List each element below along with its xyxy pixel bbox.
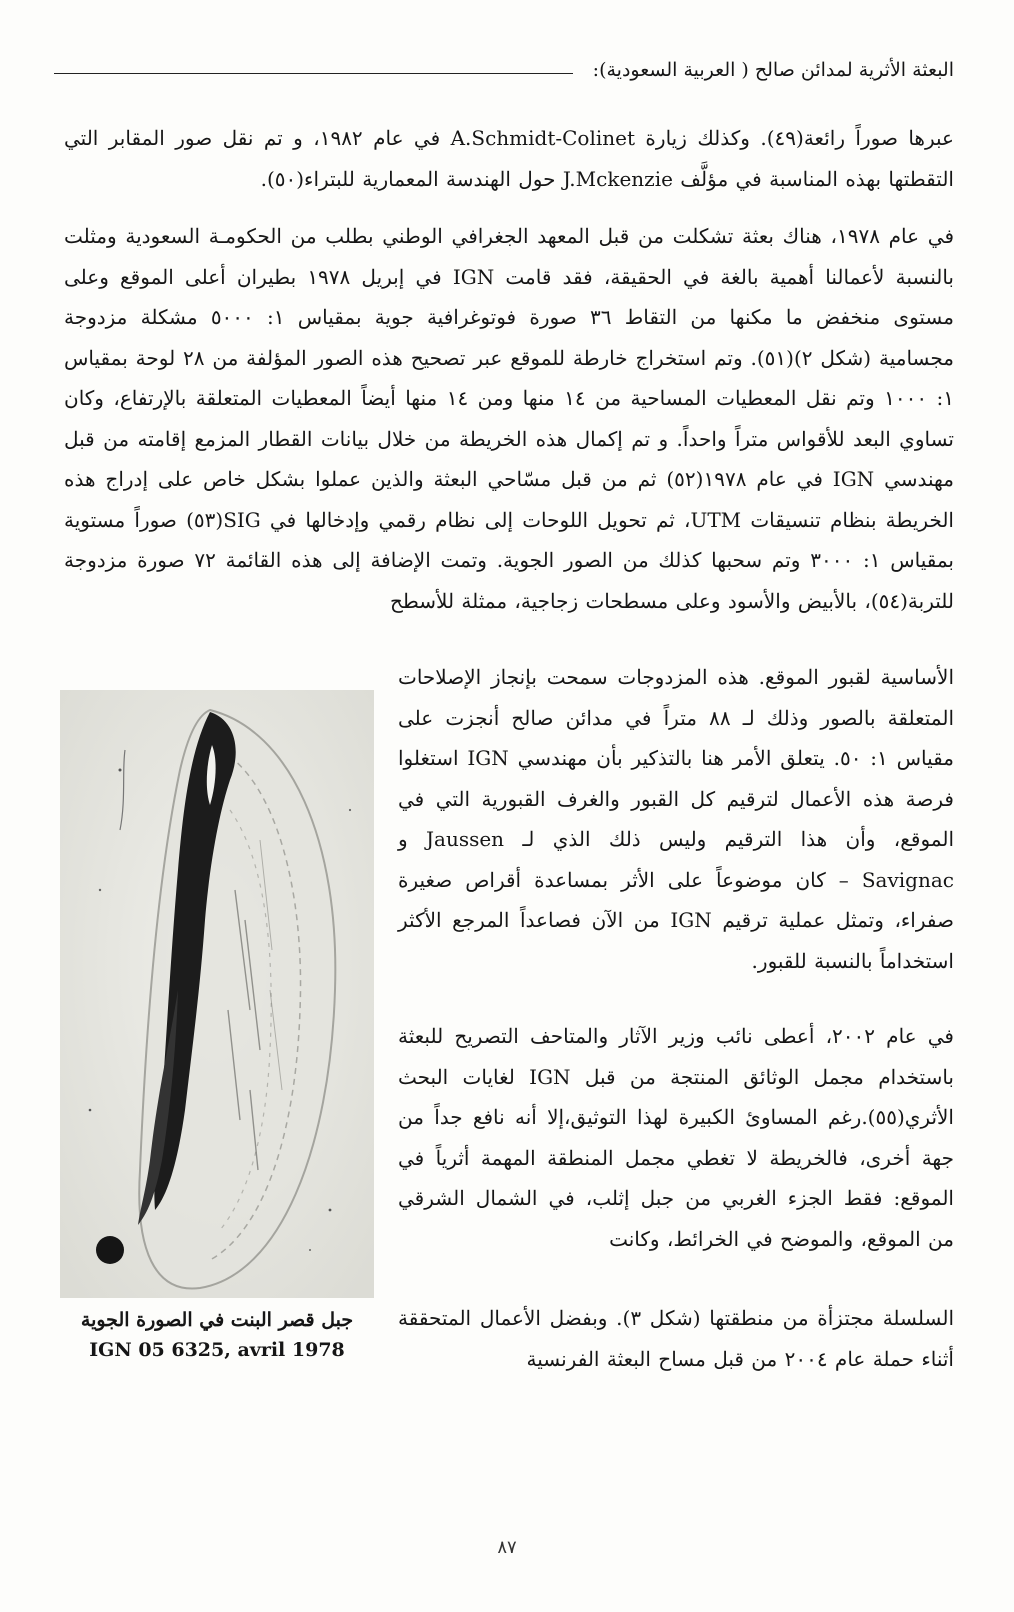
header-title: البعثة الأثرية لمدائن صالح ( العربية السعودية): bbox=[592, 59, 954, 81]
aerial-photo-image bbox=[60, 690, 374, 1298]
paragraph-2-continued: الأساسية لقبور الموقع. هذه المزدوجات سمحت بإنجاز الإصلاحات المتعلقة بالصور وذلك لـ ٨٨ متراً في مدائن صالح أنجزت على مقياس ١: ٥٠. يتعلق الأمر هنا بالتذكير بأن مهندسي IGN استغلوا فرصة هذه الأعمال لترقيم كل القبور والغرف القبورية التي في الموقع، وأن هذا الترقيم وليس ذلك الذي لـ Jaussen و Savignac – كان موضوعاً على الأثر بمساعدة أقراص صغيرة صفراء، وتمثل عملية ترقيم IGN من الآن فصاعداً المرجع الأكثر استخداماً بالنسبة للقبور. bbox=[398, 665, 955, 973]
paragraph-3-continued: السلسلة مجتزأة من منطقتها (شكل ٣). وبفضل الأعمال المتحققة أثناء حملة عام ٢٠٠٤ من قبل مساح البعثة الفرنسية bbox=[398, 1306, 955, 1371]
aerial-photo-figure bbox=[60, 690, 374, 1298]
paragraph-2: في عام ١٩٧٨، هناك بعثة تشكلت من قبل المعهد الجغرافي الوطني بطلب من الحكومـة السعودية ومثلت بالنسبة لأعمالنا أهمية بالغة في الحقيقة، فقد قامت IGN في إبريل ١٩٧٨ بطيران أعلى الموقع وعلى مستوى منخفض ما مكنها من التقاط ٣٦ صورة فوتوغرافية جوية بمقياس ١: ٥٠٠٠ مشكلة مزدوجة مجسامية (شكل ٢)(٥١). وتم استخراج خارطة للموقع عبر تصحيح هذه الصور المؤلفة من ٢٨ لوحة بمقياس ١: ١٠٠٠ وتم نقل المعطيات المساحية من ١٤ منها ومن ١٤ منها أيضاً المعطيات المتعلقة بالإرتفاع، وكان تساوي البعد للأقواس متراً واحداً. و تم إكمال هذه الخريطة من خلال بيانات القطار المزمع إقامته من قبل مهندسي IGN في عام ١٩٧٨(٥٢) ثم من قبل مسّاحي البعثة والذين عملوا بشكل خاص على إدراج هذه الخريطة بنظام تنسيقات UTM، ثم تحويل اللوحات إلى نظام رقمي وإدخالها في SIG(٥٣) صوراً مستوية بمقياس ١: ٣٠٠٠ وتم سحبها كذلك من الصور الجوية. وتمت الإضافة إلى هذه القائمة ٧٢ صورة مزدوجة للتربة(٥٤)، بالأبيض والأسود وعلى مسطحات زجاجية، ممثلة للأسطح bbox=[64, 224, 955, 613]
running-header bbox=[54, 52, 954, 88]
figure-caption-reference: IGN 05 6325, avril 1978 bbox=[89, 1339, 345, 1361]
page-number: ٨٧ bbox=[497, 1537, 517, 1558]
figure-caption bbox=[60, 1305, 374, 1365]
header-rule bbox=[54, 73, 573, 74]
paragraph-1: عبرها صوراً رائعة(٤٩). وكذلك زيارة A.Schmidt-Colinet في عام ١٩٨٢، و تم نقل صور المقابر التي التقطتها بهذه المناسبة في مؤلَّف J.Mckenzie حول الهندسة المعمارية للبتراء(٥٠). bbox=[64, 126, 954, 191]
paragraph-3: في عام ٢٠٠٢، أعطى نائب وزير الآثار والمتاحف التصريح للبعثة باستخدام مجمل الوثائق المنتجة من قبل IGN لغايات البحث الأثري(٥٥).رغم المساوئ الكبيرة لهذا التوثيق،إلا أنه نافع جداً من جهة أخرى، فالخريطة لا تغطي مجمل المنطقة المهمة أثرياً في الموقع: فقط الجزء الغربي من جبل إثلب، في الشمال الشرقي من الموقع، والموضح في الخرائط، وكانت bbox=[398, 1024, 954, 1251]
figure-caption-arabic: جبل قصر البنت في الصورة الجوية bbox=[80, 1309, 354, 1331]
